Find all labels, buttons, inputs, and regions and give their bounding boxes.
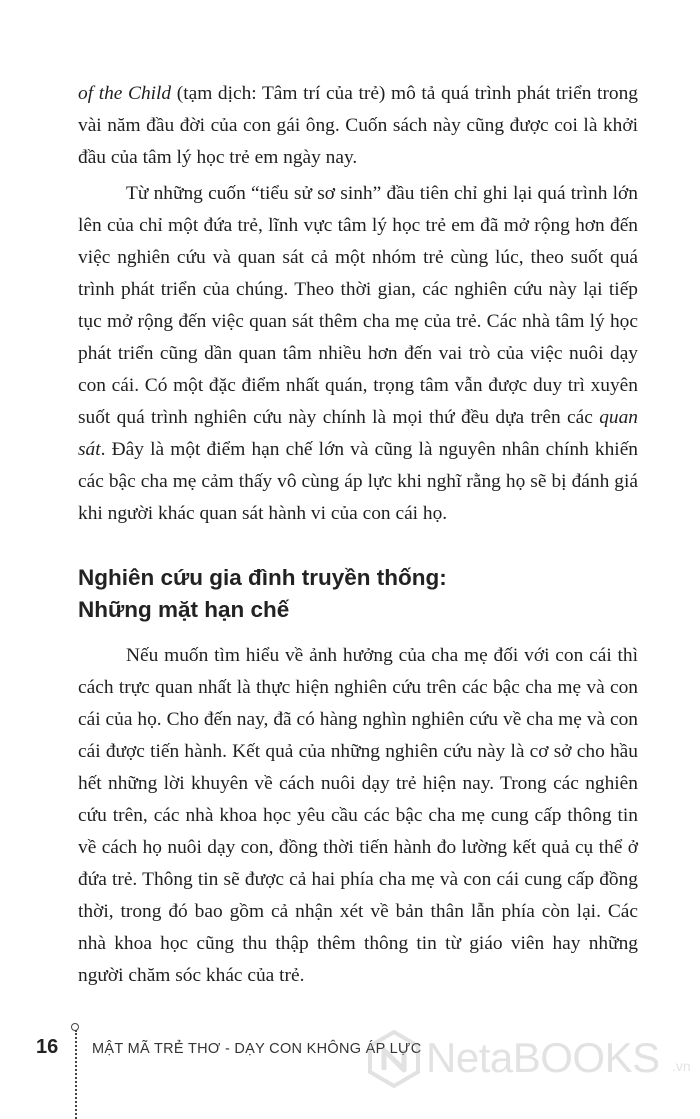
- watermark-brand: NetaBOOKS: [426, 1034, 660, 1081]
- section-heading: [78, 562, 638, 626]
- paragraph-observation-history: [78, 178, 638, 530]
- paragraph-text: Nếu muốn tìm hiểu về ảnh hưởng của cha mẹ đối với con cái thì cách trực quan nhất là thực hiện nghiên cứu trên các bậc cha mẹ và con cái của họ. Cho đến nay, đã có hàng nghìn nghiên cứu về cha mẹ và con cái được tiến hành. Kết quả của những nghiên cứu này là cơ sở cho hầu hết những lời khuyên về cách nuôi dạy trẻ hiện nay. Trong các nghiên cứu trên, các nhà khoa học yêu cầu các bậc cha mẹ cung cấp thông tin về cách họ nuôi dạy con, đồng thời tiến hành đo lường kết quả cụ thể ở đứa trẻ. Thông tin sẽ được cả hai phía cha mẹ và con cái cung cấp đồng thời, trong đó bao gồm cả nhận xét về bản thân lẫn phía còn lại. Các nhà khoa học cũng thu thập thêm thông tin từ giáo viên hay những người chăm sóc khác của trẻ.: [78, 645, 638, 986]
- emphasis-italic: quan sát: [78, 407, 638, 460]
- paragraph-text: . Đây là một điểm hạn chế lớn và cũng là nguyên nhân chính khiến các bậc cha mẹ cảm thấy vô cùng áp lực khi nghĩ rằng họ sẽ bị đánh giá khi người khác quan sát hành vi của con cái họ.: [78, 439, 638, 524]
- section-heading-line-2: Những mặt hạn chế: [78, 597, 290, 622]
- watermark-suffix: .vn: [672, 1058, 691, 1074]
- book-title-italic: of the Child: [78, 83, 172, 104]
- paragraph-text: (tạm dịch: Tâm trí của trẻ) mô tả quá trình phát triển trong vài năm đầu đời của con gái ông. Cuốn sách này cũng được coi là khởi đầu của tâm lý học trẻ em ngày nay.: [78, 83, 638, 168]
- watermark: [366, 1030, 696, 1092]
- paragraph-traditional-research: [78, 640, 638, 992]
- footer-dotted-rule: [75, 1030, 77, 1119]
- section-heading-line-1: Nghiên cứu gia đình truyền thống:: [78, 565, 447, 590]
- paragraph-intro-continuation: [78, 78, 638, 174]
- running-footer-book-title: MẬT MÃ TRẺ THƠ - DẠY CON KHÔNG ÁP LỰC: [92, 1041, 422, 1057]
- paragraph-text: Từ những cuốn “tiểu sử sơ sinh” đầu tiên chỉ ghi lại quá trình lớn lên của chỉ một đứa trẻ, lĩnh vực tâm lý học trẻ em đã mở rộng hơn đến việc nghiên cứu và quan sát cả một nhóm trẻ cùng lúc, theo suốt quá trình phát triển của chúng. Theo thời gian, các nghiên cứu này lại tiếp tục mở rộng đến việc quan sát thêm cha mẹ của trẻ. Các nhà tâm lý học phát triển cũng dần quan tâm nhiều hơn đến vai trò của việc nuôi dạy con cái. Có một đặc điểm nhất quán, trọng tâm vẫn được duy trì xuyên suốt quá trình nghiên cứu này chính là mọi thứ đều dựa trên các: [78, 183, 638, 428]
- page-number: 16: [36, 1036, 59, 1058]
- netabooks-logo-icon: [366, 1030, 422, 1088]
